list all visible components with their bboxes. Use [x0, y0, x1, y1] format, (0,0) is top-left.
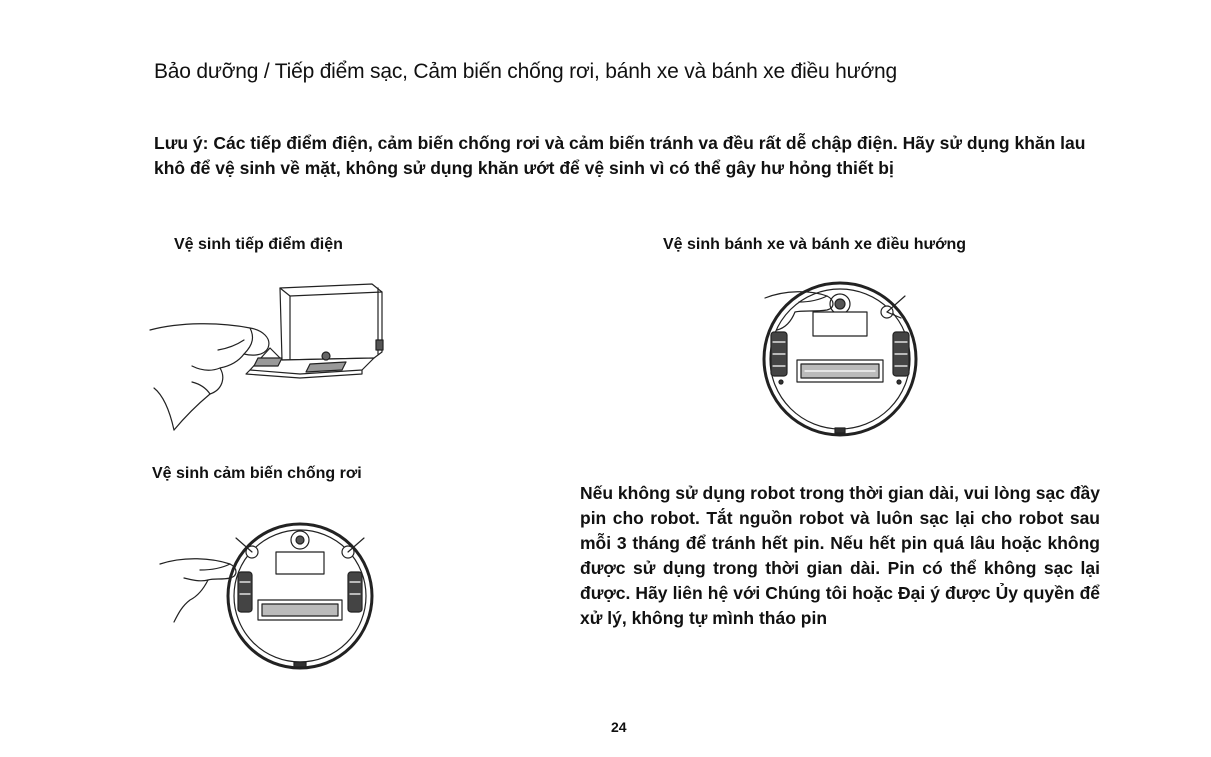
page-number: 24 — [611, 719, 627, 735]
maintenance-note: Lưu ý: Các tiếp điểm điện, cảm biến chống rơi và cảm biến tránh va đều rất dễ chập điện. Hãy sử dụng khăn lau khô để vệ sinh về mặt, không sử dụng khăn ướt để vệ sinh vì có thể gây hư hỏng thiết bị — [154, 133, 1086, 178]
page-title: Bảo dưỡng / Tiếp điểm sạc, Cảm biến chống rơi, bánh xe và bánh xe điều hướng — [154, 60, 898, 83]
contacts-caption: Vệ sinh tiếp điểm điện — [174, 236, 343, 253]
charging-dock-illustration — [150, 278, 395, 430]
cliff-sensor-caption: Vệ sinh cảm biến chống rơi — [152, 465, 362, 482]
wheels-caption: Vệ sinh bánh xe và bánh xe điều hướng — [663, 236, 967, 253]
wheel-cleaning-illustration — [755, 278, 925, 438]
battery-storage-text: Nếu không sử dụng robot trong thời gian dài, vui lòng sạc đầy pin cho robot. Tắt nguồn robot và luôn sạc lại cho robot sau mỗi 3 tháng để tránh hết pin. Nếu hết pin quá lâu hoặc không được sử dụng trong thời gian dài. Pin có thể không sạc lại được. Hãy liên hệ với Chúng tôi hoặc Đại ý được Ủy quyền để xử lý, không tự mình tháo pin — [580, 483, 1100, 628]
cliff-sensor-illustration — [160, 518, 390, 674]
